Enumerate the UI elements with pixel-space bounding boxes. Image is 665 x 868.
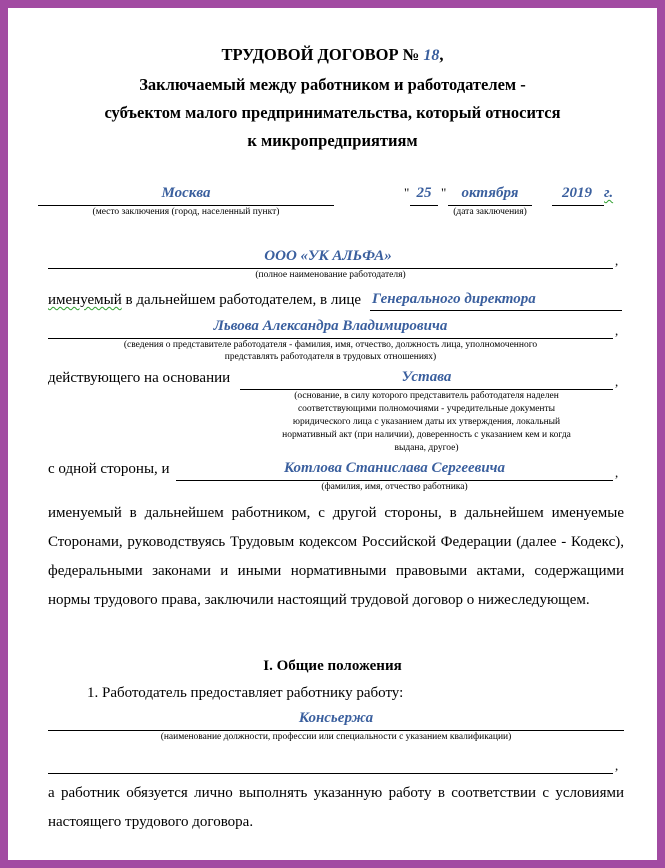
basis-hint-4: нормативный акт (при наличии), доверенность с указанием кем и когда — [282, 430, 571, 440]
named-as-word: именуемый — [48, 292, 122, 308]
named-as-rest: в дальнейшем работодателем, в лице — [121, 292, 362, 308]
basis-hint-5: выдана, другое) — [394, 443, 459, 453]
section-heading: I. Общие положения — [263, 658, 402, 674]
year-underline — [552, 205, 604, 206]
title-text: ТРУДОВОЙ ДОГОВОР № — [221, 45, 420, 64]
obligation-paragraph: а работник обязуется лично выполнять указанную работу в соответствии с условиями настоящего трудового договора. — [48, 785, 624, 830]
date-hint: (дата заключения) — [453, 207, 527, 217]
preamble-paragraph: именуемый в дальнейшем работником, с другой стороны, в дальнейшем именуемые Сторонами, руководствуясь Трудовым кодексом Российской Федерации (далее - Кодекс), федеральными законами и иными нормативными правовыми актами, содержащими нормы трудового права, заключили настоящий трудовой договор о нижеследующем. — [48, 505, 624, 608]
year-suffix-text: г. — [604, 185, 614, 201]
day-field[interactable]: 25 — [416, 185, 432, 201]
basis-hint-1: (основание, в силу которого представитель работодателя наделен — [294, 391, 559, 401]
position-underline — [370, 310, 622, 311]
comma: , — [615, 253, 619, 268]
representative-hint-1: (сведения о представителе работодателя - фамилия, имя, отчество, должность лица, уполномоченного — [123, 340, 538, 350]
job-title-field[interactable]: Консьержа — [298, 710, 374, 726]
employee-name-hint: (фамилия, имя, отчество работника) — [321, 482, 468, 492]
employer-name-field[interactable]: ООО «УК АЛЬФА» — [264, 248, 392, 264]
document-title — [8, 45, 657, 65]
quote-open: " — [404, 185, 410, 200]
job-title-hint: (наименование должности, профессии или специальности с указанием квалификации) — [160, 732, 512, 742]
subtitle-line-2: субъектом малого предпринимательства, который относится — [104, 103, 561, 122]
comma: , — [615, 323, 619, 338]
city-field[interactable]: Москва — [161, 185, 211, 201]
contract-number[interactable]: 18 — [423, 47, 440, 64]
employer-named-as — [48, 292, 361, 309]
position-field[interactable]: Генерального директора — [372, 291, 536, 307]
basis-field[interactable]: Устава — [401, 369, 452, 385]
basis-label: действующего на основании — [48, 370, 231, 386]
representative-field[interactable]: Львова Александра Владимировича — [213, 318, 448, 334]
representative-hint-2: представлять работодателя в трудовых отношениях) — [224, 352, 437, 362]
year-field[interactable]: 2019 — [562, 185, 592, 201]
employee-name-field[interactable]: Котлова Станислава Сергеевича — [283, 460, 506, 476]
employee-label: с одной стороны, и — [48, 461, 170, 477]
title-comma: , — [439, 45, 444, 64]
section-item-1: 1. Работодатель предоставляет работнику работу: — [87, 685, 404, 701]
job-extra-underline[interactable] — [48, 773, 613, 774]
day-underline — [410, 205, 438, 206]
comma: , — [615, 465, 619, 480]
basis-hint-2: соответствующими полномочиями - учредительные документы — [297, 404, 556, 414]
year-suffix — [604, 185, 613, 202]
basis-hint-3: юридического лица с указанием даты их утверждения, локальный — [292, 417, 561, 427]
subtitle-line-1: Заключаемый между работником и работодателем - — [139, 75, 526, 94]
city-hint: (место заключения (город, населенный пункт) — [92, 207, 280, 217]
document-page — [8, 8, 657, 860]
comma: , — [615, 374, 619, 389]
month-field[interactable]: октября — [461, 185, 519, 201]
subtitle-line-3: к микропредприятиям — [247, 131, 418, 150]
employer-name-hint: (полное наименование работодателя) — [255, 270, 406, 280]
comma: , — [615, 758, 619, 773]
quote-close: " — [441, 185, 447, 200]
